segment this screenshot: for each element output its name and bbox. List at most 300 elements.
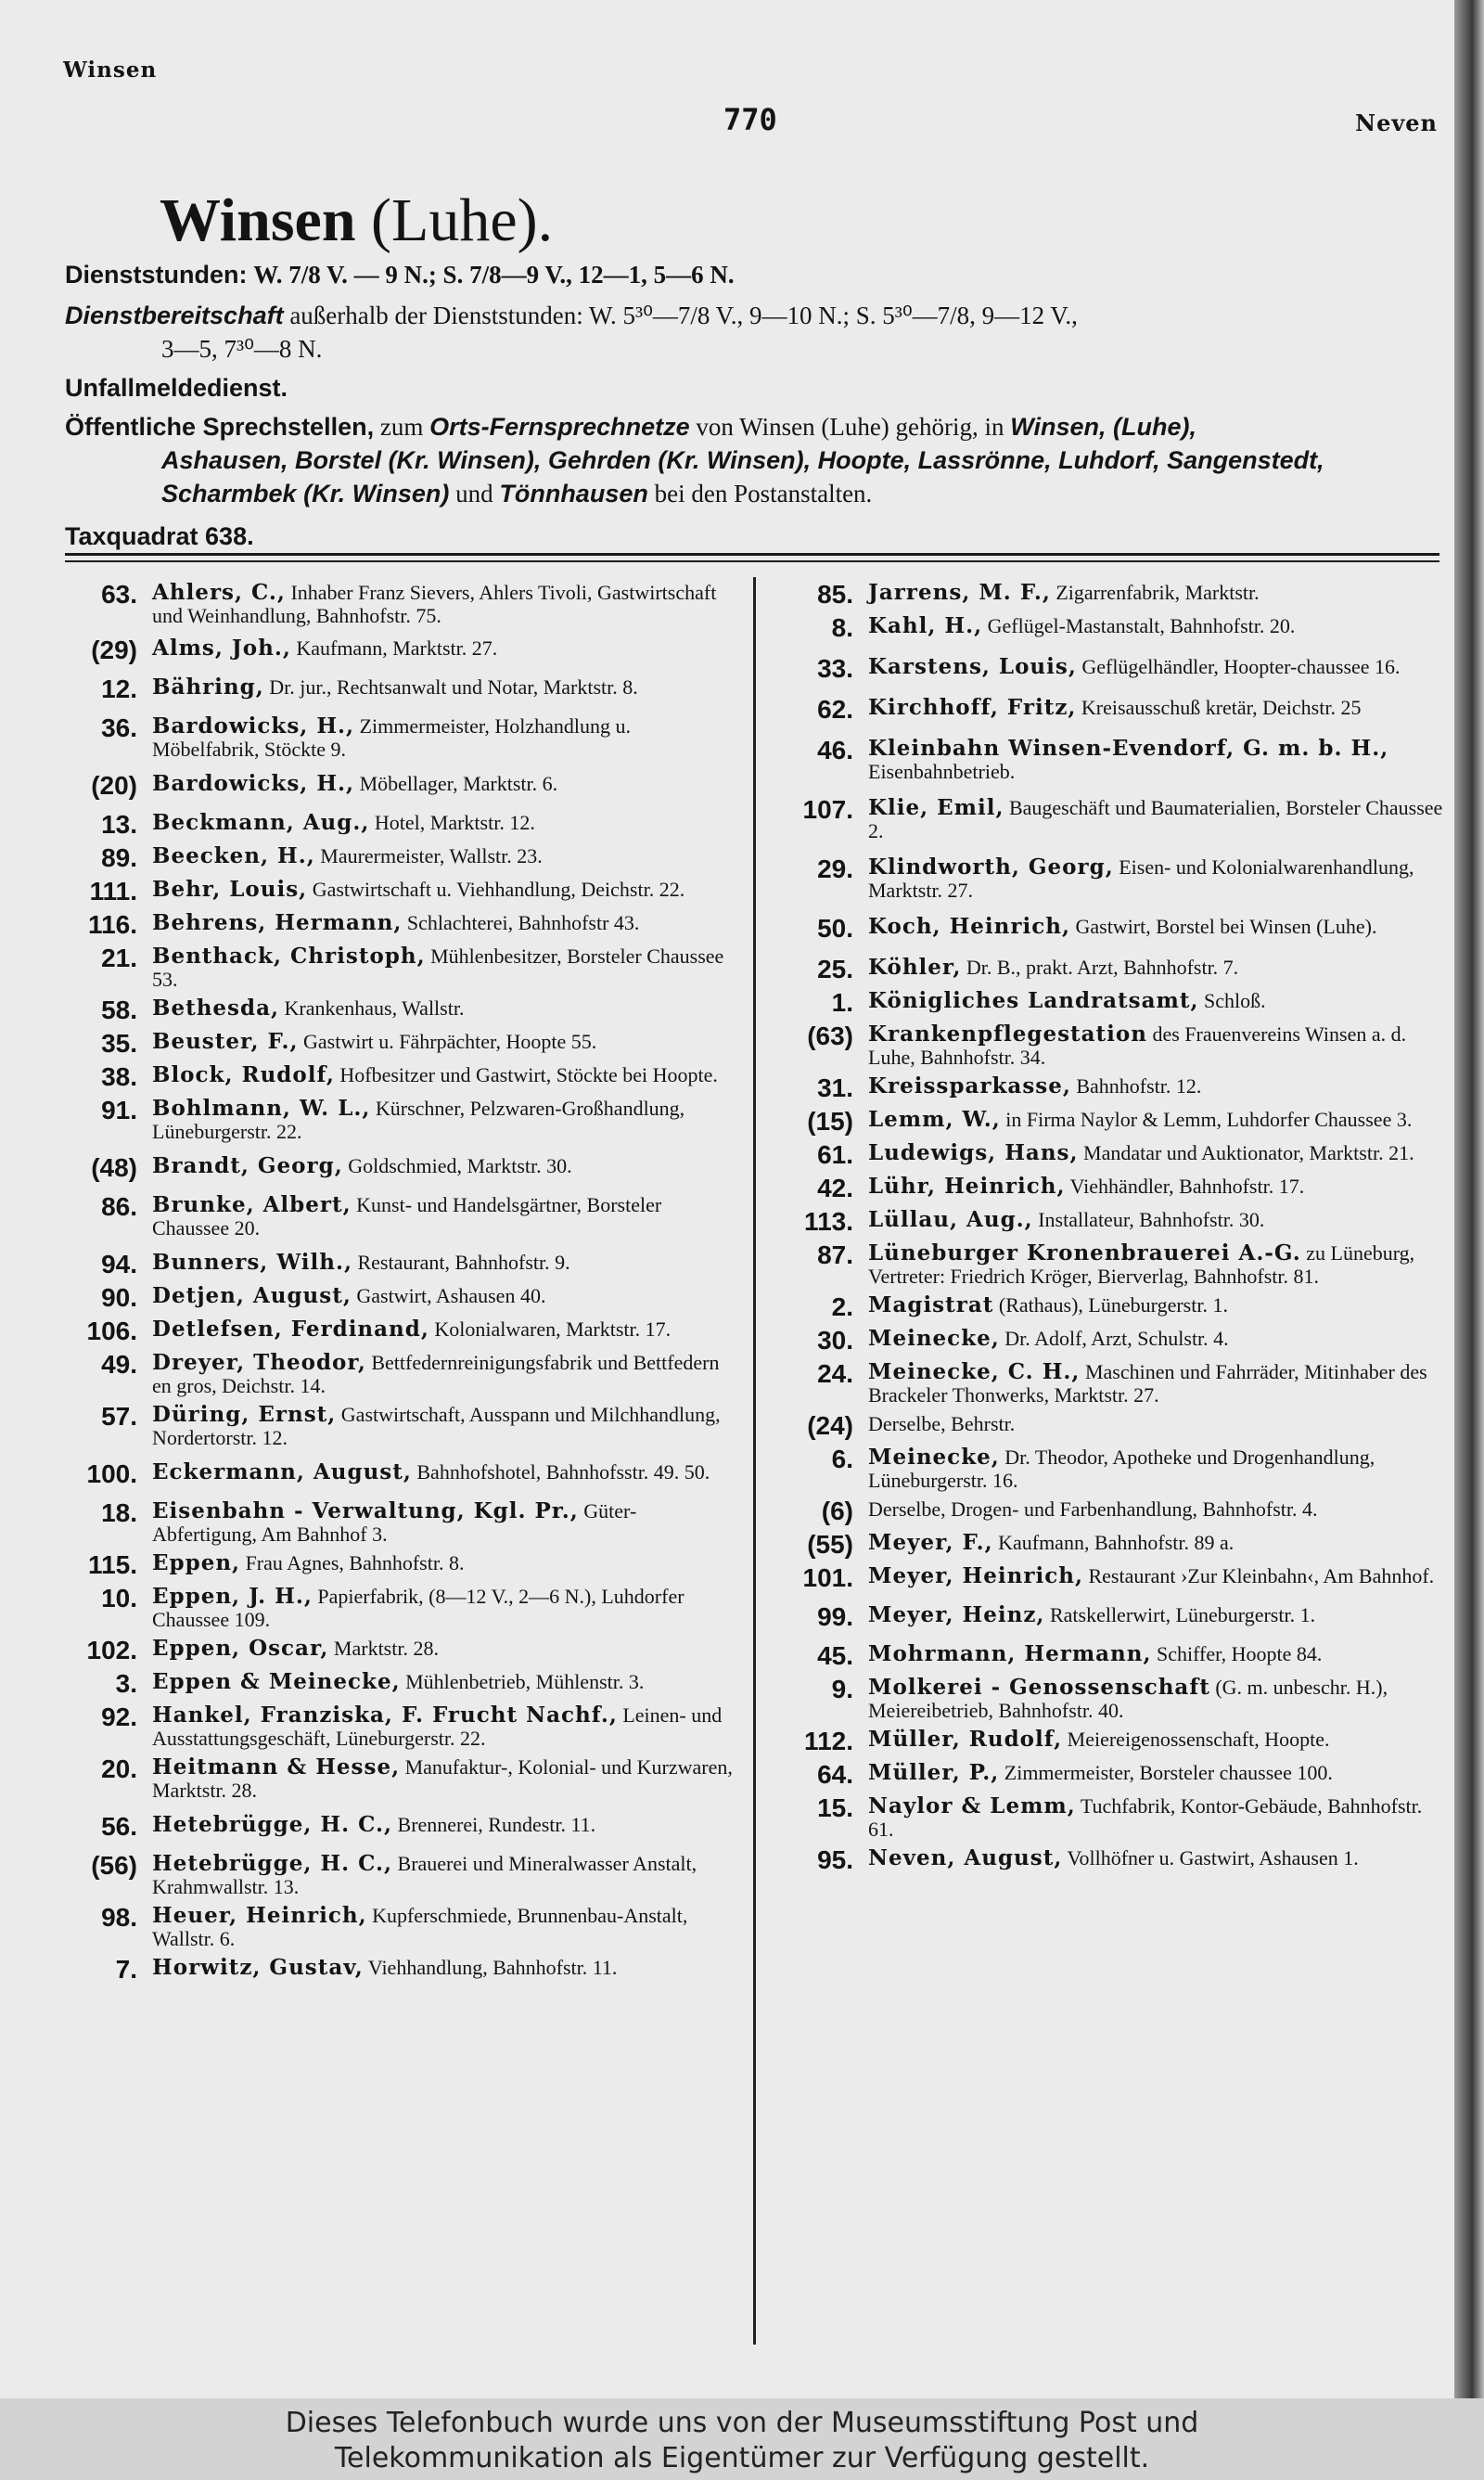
call-offices-text-2: von Winsen (Luhe) gehörig, in xyxy=(696,413,1004,441)
entry-body xyxy=(868,1412,1449,1435)
footer-notice xyxy=(0,2398,1484,2480)
entry-body xyxy=(868,1022,1449,1069)
subscriber-name: Klindworth, Georg, xyxy=(868,855,1114,880)
subscriber-name: Eppen, J. H., xyxy=(152,1584,313,1609)
subscriber-details: Goldschmied, Marktstr. 30. xyxy=(348,1154,572,1177)
phone-number: 112. xyxy=(804,1727,853,1755)
phone-number: 49. xyxy=(101,1350,137,1379)
phone-number: 2. xyxy=(831,1292,853,1321)
standby-label: Dienstbereitschaft xyxy=(65,302,284,329)
footer-line-1: Dieses Telefonbuch wurde uns von der Museumsstiftung Post und xyxy=(285,2407,1199,2439)
subscriber-details: Bettfedernreinigungsfabrik und Bettfedern en gros, Deichstr. 14. xyxy=(152,1351,720,1397)
accident-service xyxy=(65,371,1438,405)
left-column xyxy=(56,581,737,1989)
entry-body xyxy=(152,1460,737,1484)
subscriber-name: Alms, Joh., xyxy=(152,636,291,661)
phone-number: 42. xyxy=(817,1174,853,1202)
directory-entry xyxy=(772,1728,1449,1755)
directory-entry xyxy=(56,811,737,839)
phone-number: 63. xyxy=(101,580,137,609)
phone-number: 95. xyxy=(817,1845,853,1874)
directory-entry xyxy=(56,1755,737,1802)
subscriber-name: Königliches Landratsamt, xyxy=(868,988,1199,1013)
subscriber-name: Benthack, Christoph, xyxy=(152,944,426,969)
entry-body xyxy=(868,1497,1449,1521)
phone-number: 45. xyxy=(817,1641,853,1670)
entry-body xyxy=(868,737,1449,783)
subscriber-details: (Rathaus), Lüneburgerstr. 1. xyxy=(998,1293,1228,1317)
subscriber-details: Dr. Adolf, Arzt, Schulstr. 4. xyxy=(1004,1327,1229,1350)
directory-entry xyxy=(772,1642,1449,1670)
phone-number: 8. xyxy=(831,613,853,642)
subscriber-name: Meinecke, C. H., xyxy=(868,1359,1081,1384)
subscriber-name: Krankenpflegestation xyxy=(868,1022,1147,1047)
directory-entry xyxy=(772,989,1449,1017)
service-hours xyxy=(65,258,1438,291)
subscriber-name: Behrens, Hermann, xyxy=(152,910,403,935)
directory-entry xyxy=(56,1317,737,1345)
subscriber-name: Hetebrügge, H. C., xyxy=(152,1812,393,1837)
call-offices-places-3: Scharmbek (Kr. Winsen) xyxy=(161,480,450,508)
subscriber-details: Geflügel-Mastanstalt, Bahnhofstr. 20. xyxy=(987,614,1296,637)
subscriber-details: Kupferschmiede, Brunnenbau-Anstalt, Wallstr. 6. xyxy=(152,1904,688,1950)
subscriber-details: Zimmermeister, Borsteler chaussee 100. xyxy=(1004,1761,1333,1784)
phone-number: 64. xyxy=(817,1760,853,1789)
subscriber-name: Bardowicks, H., xyxy=(152,771,355,796)
phone-number: 18. xyxy=(101,1498,137,1527)
service-hours-text: W. 7/8 V. — 9 N.; S. 7/8—9 V., 12—1, 5—6 N. xyxy=(253,261,735,289)
subscriber-name: Block, Rudolf, xyxy=(152,1062,335,1087)
directory-entry xyxy=(772,1360,1449,1407)
call-offices-text-4: bei den Postanstalten. xyxy=(654,480,873,508)
subscriber-details: Maschinen und Fahrräder, Mitinhaber des Brackeler Thonwerks, Marktstr. 27. xyxy=(868,1360,1427,1407)
subscriber-name: Müller, Rudolf, xyxy=(868,1727,1063,1752)
footer-line-2: Telekommunikation als Eigentümer zur Verfügung gestellt. xyxy=(334,2442,1150,2474)
directory-entry xyxy=(56,911,737,939)
subscriber-details: Zimmermeister, Holzhandlung u. Möbelfabrik, Stöckte 9. xyxy=(152,714,631,761)
phone-number: 115. xyxy=(88,1550,137,1579)
subscriber-name: Mohrmann, Hermann, xyxy=(868,1641,1152,1666)
phone-number: 85. xyxy=(817,580,853,609)
subscriber-name: Ludewigs, Hans, xyxy=(868,1140,1079,1165)
subscriber-details: Mandatar und Auktionator, Marktstr. 21. xyxy=(1083,1141,1414,1164)
subscriber-details: Bahnhofshotel, Bahnhofsstr. 49. 50. xyxy=(416,1460,710,1484)
directory-entry xyxy=(772,1208,1449,1236)
town-suffix: (Luhe). xyxy=(371,186,554,254)
entry-body xyxy=(152,1852,737,1898)
phone-number: 91. xyxy=(101,1096,137,1124)
entry-body xyxy=(152,1030,737,1053)
phone-number: 101. xyxy=(802,1563,853,1592)
entry-body xyxy=(868,1175,1449,1198)
directory-entry xyxy=(56,772,737,800)
subscriber-details: Kreisausschuß kretär, Deichstr. 25 xyxy=(1081,696,1362,719)
subscriber-details: Vollhöfner u. Gastwirt, Ashausen 1. xyxy=(1067,1846,1359,1870)
subscriber-name: Meinecke, xyxy=(868,1445,1000,1470)
subscriber-name: Bunners, Wilh., xyxy=(152,1250,352,1275)
directory-entry xyxy=(772,1293,1449,1321)
directory-entry xyxy=(56,1703,737,1750)
running-header-right: Neven xyxy=(1355,109,1438,136)
subscriber-details: Papierfabrik, (8—12 V., 2—6 N.), Luhdorfer Chaussee 109. xyxy=(152,1585,684,1631)
call-offices-text-3: und xyxy=(455,480,493,508)
entry-body xyxy=(152,772,737,795)
subscriber-name: Naylor & Lemm, xyxy=(868,1793,1076,1818)
entry-body xyxy=(152,714,737,761)
phone-number: 33. xyxy=(817,654,853,683)
directory-entry xyxy=(772,1603,1449,1631)
subscriber-name: Neven, August, xyxy=(868,1845,1063,1870)
entry-body xyxy=(868,1564,1449,1587)
subscriber-details: Gastwirtschaft u. Viehhandlung, Deichstr. 22. xyxy=(312,878,685,901)
directory-entry xyxy=(56,1499,737,1546)
entry-body xyxy=(868,1108,1449,1131)
subscriber-details: Dr. Theodor, Apotheke und Drogenhandlung, Lüneburgerstr. 16. xyxy=(868,1446,1375,1492)
phone-number: (20) xyxy=(91,771,137,800)
phone-number: (56) xyxy=(91,1851,137,1880)
entry-body xyxy=(152,878,737,901)
subscriber-name: Bähring, xyxy=(152,675,264,700)
directory-entry xyxy=(56,1351,737,1397)
directory-entry xyxy=(56,1030,737,1058)
subscriber-name: Karstens, Louis, xyxy=(868,654,1077,679)
directory-entry xyxy=(772,1794,1449,1841)
standby-text-1: außerhalb der Dienststunden: W. 5³⁰—7/8 V., 9—10 N.; S. 5³⁰—7/8, 9—12 V., xyxy=(289,302,1078,329)
subscriber-details: Gastwirt, Borstel bei Winsen (Luhe). xyxy=(1075,915,1377,938)
directory-entry xyxy=(56,675,737,703)
directory-entry xyxy=(772,796,1449,842)
directory-entry xyxy=(772,1175,1449,1202)
entry-body xyxy=(152,1813,737,1836)
directory-entry xyxy=(772,1074,1449,1102)
directory-entry xyxy=(56,844,737,872)
entry-body xyxy=(152,1284,737,1307)
entry-body xyxy=(152,1637,737,1660)
directory-entry xyxy=(772,1531,1449,1559)
call-offices-places-2: Ashausen, Borstel (Kr. Winsen), Gehrden (Kr. Winsen), Hoopte, Lassrönne, Luhdorf, Sangenstedt, xyxy=(161,446,1324,474)
subscriber-name: Detjen, August, xyxy=(152,1283,352,1308)
subscriber-name: Magistrat xyxy=(868,1292,994,1317)
directory-entry xyxy=(56,1551,737,1579)
call-offices-label: Öffentliche Sprechstellen, xyxy=(65,413,375,441)
phone-number: (48) xyxy=(91,1153,137,1182)
entry-body xyxy=(152,1904,737,1950)
phone-number: 92. xyxy=(101,1703,137,1731)
subscriber-details: in Firma Naylor & Lemm, Luhdorfer Chaussee 3. xyxy=(1005,1108,1413,1131)
subscriber-details: Kunst- und Handelsgärtner, Borsteler Chaussee 20. xyxy=(152,1193,662,1240)
phone-number: 86. xyxy=(101,1192,137,1221)
subscriber-name: Müller, P., xyxy=(868,1760,1000,1785)
subscriber-name: Eppen & Meinecke, xyxy=(152,1669,401,1694)
subscriber-name: Molkerei - Genossenschaft xyxy=(868,1675,1210,1700)
directory-entry xyxy=(56,1193,737,1240)
subscriber-details: Geflügelhändler, Hoopter-chaussee 16. xyxy=(1081,655,1401,678)
phone-number: 6. xyxy=(831,1445,853,1473)
town-title xyxy=(160,186,553,256)
directory-entry xyxy=(56,1585,737,1631)
entry-body xyxy=(868,1360,1449,1407)
directory-entry xyxy=(56,714,737,761)
entry-body xyxy=(868,1141,1449,1164)
subscriber-name: Brunke, Albert, xyxy=(152,1192,352,1217)
subscriber-name: Bardowicks, H., xyxy=(152,713,355,739)
entry-body xyxy=(868,1241,1449,1288)
tax-square xyxy=(65,520,1438,553)
call-offices-places-1: Winsen, (Luhe), xyxy=(1010,413,1197,441)
phone-number: 9. xyxy=(831,1675,853,1703)
phone-number: 61. xyxy=(817,1140,853,1169)
entry-body xyxy=(152,1703,737,1750)
directory-entry xyxy=(56,1251,737,1279)
directory-entry xyxy=(56,1637,737,1664)
directory-entry xyxy=(772,696,1449,724)
directory-entry xyxy=(56,1097,737,1143)
subscriber-name: Meinecke, xyxy=(868,1326,1000,1351)
subscriber-details: Restaurant, Bahnhofstr. 9. xyxy=(357,1251,570,1274)
subscriber-name: Detlefsen, Ferdinand, xyxy=(152,1317,429,1342)
subscriber-details: zu Lüneburg, Vertreter: Friedrich Kröger, Bierverlag, Bahnhofstr. 81. xyxy=(868,1241,1415,1288)
subscriber-details: Schlachterei, Bahnhofstr 43. xyxy=(406,911,640,934)
subscriber-name: Meyer, Heinrich, xyxy=(868,1563,1083,1588)
phone-number: 30. xyxy=(817,1326,853,1355)
subscriber-name: Beecken, H., xyxy=(152,843,315,868)
entry-body xyxy=(152,1585,737,1631)
subscriber-details: Hofbesitzer und Gastwirt, Stöckte bei Hoopte. xyxy=(339,1063,718,1086)
subscriber-details: Eisenbahnbetrieb. xyxy=(868,760,1016,783)
subscriber-name: Köhler, xyxy=(868,955,962,980)
entry-body xyxy=(868,989,1449,1012)
entry-body xyxy=(868,581,1449,604)
subscriber-details: Gastwirtschaft, Ausspann und Milchhandlung, Nordertorstr. 12. xyxy=(152,1403,721,1449)
phone-number: 3. xyxy=(115,1669,137,1698)
subscriber-details: Frau Agnes, Bahnhofstr. 8. xyxy=(245,1551,465,1574)
directory-entry xyxy=(772,1241,1449,1288)
header-rule xyxy=(65,553,1439,556)
subscriber-details: Dr. B., prakt. Arzt, Bahnhofstr. 7. xyxy=(966,956,1239,979)
entry-body xyxy=(868,655,1449,678)
service-hours-label: Dienststunden: xyxy=(65,261,248,289)
subscriber-details: Kürschner, Pelzwaren-Großhandlung, Lüneburgerstr. 22. xyxy=(152,1097,685,1143)
page-edge xyxy=(1454,0,1484,2398)
public-call-offices xyxy=(65,410,1438,510)
phone-number: 1. xyxy=(831,988,853,1017)
directory-entry xyxy=(56,1460,737,1488)
subscriber-name: Bethesda, xyxy=(152,996,279,1021)
subscriber-details: Viehhändler, Bahnhofstr. 17. xyxy=(1069,1175,1305,1198)
call-offices-places-4: Tönnhausen xyxy=(499,480,648,508)
subscriber-name: Meyer, Heinz, xyxy=(868,1602,1045,1627)
directory-entry xyxy=(772,855,1449,902)
subscriber-details: Zigarrenfabrik, Marktstr. xyxy=(1055,581,1260,604)
subscriber-details: Gastwirt u. Fährpächter, Hoopte 55. xyxy=(303,1030,597,1053)
phone-number: 111. xyxy=(89,877,137,906)
directory-entry xyxy=(56,944,737,991)
phone-number: (24) xyxy=(807,1411,853,1440)
subscriber-details: Marktstr. 28. xyxy=(333,1637,439,1660)
subscriber-name: Lemm, W., xyxy=(868,1107,1001,1132)
subscriber-details: (G. m. unbeschr. H.), Meiereibetrieb, Bahnhofstr. 40. xyxy=(868,1676,1388,1722)
standby-text-2: 3—5, 7³⁰—8 N. xyxy=(161,335,323,363)
entry-body xyxy=(868,1603,1449,1626)
directory-entry xyxy=(772,1676,1449,1722)
phone-number: 106. xyxy=(86,1317,137,1345)
subscriber-name: Kreissparkasse, xyxy=(868,1073,1071,1099)
column-divider xyxy=(753,577,756,2345)
phone-number: 89. xyxy=(101,843,137,872)
subscriber-details: Kaufmann, Marktstr. 27. xyxy=(296,636,498,660)
subscriber-name: Lüneburger Kronenbrauerei A.-G. xyxy=(868,1240,1301,1266)
directory-entry xyxy=(772,956,1449,983)
phone-number: 57. xyxy=(101,1402,137,1431)
subscriber-details: Schloß. xyxy=(1204,989,1266,1012)
phone-number: 35. xyxy=(101,1029,137,1058)
entry-body xyxy=(868,956,1449,979)
subscriber-name: Kahl, H., xyxy=(868,613,983,638)
directory-entry xyxy=(772,1327,1449,1355)
directory-entry xyxy=(772,1761,1449,1789)
entry-body xyxy=(152,1351,737,1397)
subscriber-details: Brauerei und Mineralwasser Anstalt, Krahmwallstr. 13. xyxy=(152,1852,697,1898)
phone-number: 102. xyxy=(86,1636,137,1664)
entry-body xyxy=(868,1728,1449,1751)
subscriber-details: Baugeschäft und Baumaterialien, Borsteler Chaussee 2. xyxy=(868,796,1443,842)
subscriber-details: Möbellager, Marktstr. 6. xyxy=(359,772,558,795)
subscriber-name: Klie, Emil, xyxy=(868,795,1004,820)
subscriber-details: Installateur, Bahnhofstr. 30. xyxy=(1038,1208,1265,1231)
directory-entry xyxy=(56,1063,737,1091)
entry-body xyxy=(868,696,1449,719)
entry-body xyxy=(152,996,737,1020)
entry-body xyxy=(868,1761,1449,1784)
subscriber-name: Behr, Louis, xyxy=(152,877,308,902)
phone-number: (15) xyxy=(807,1107,853,1136)
directory-entry xyxy=(56,1852,737,1898)
right-column xyxy=(772,581,1449,1880)
subscriber-details: des Frauenvereins Winsen a. d. Luhe, Bahnhofstr. 34. xyxy=(868,1022,1407,1069)
directory-entry xyxy=(772,1446,1449,1492)
entry-body xyxy=(868,1676,1449,1722)
directory-entry xyxy=(772,655,1449,683)
subscriber-details: Ratskellerwirt, Lüneburgerstr. 1. xyxy=(1049,1603,1316,1626)
entry-body xyxy=(868,614,1449,637)
directory-entry xyxy=(56,581,737,627)
subscriber-name: Eppen, xyxy=(152,1550,241,1575)
directory-entry xyxy=(56,1284,737,1312)
subscriber-name: Horwitz, Gustav, xyxy=(152,1955,364,1980)
directory-entry xyxy=(772,915,1449,943)
directory-entry xyxy=(772,1412,1449,1440)
standby-hours xyxy=(65,299,1438,366)
directory-entry xyxy=(56,1403,737,1449)
subscriber-name: Brandt, Georg, xyxy=(152,1153,343,1178)
subscriber-details: Leinen- und Ausstattungsgeschäft, Lüneburgerstr. 22. xyxy=(152,1703,723,1750)
phone-number: 24. xyxy=(817,1359,853,1388)
subscriber-name: Hankel, Franziska, F. Frucht Nachf., xyxy=(152,1703,618,1728)
directory-entry xyxy=(772,614,1449,642)
subscriber-name: Lühr, Heinrich, xyxy=(868,1174,1066,1199)
entry-body xyxy=(152,1154,737,1177)
phone-number: 36. xyxy=(101,713,137,742)
subscriber-details: Manufaktur-, Kolonial- und Kurzwaren, Marktstr. 28. xyxy=(152,1755,733,1802)
subscriber-name: Jarrens, M. F., xyxy=(868,580,1051,605)
subscriber-details: Dr. jur., Rechtsanwalt und Notar, Marktstr. 8. xyxy=(269,675,638,699)
subscriber-name: Hetebrügge, H. C., xyxy=(152,1851,393,1876)
directory-entry xyxy=(56,1956,737,1984)
subscriber-details: Inhaber Franz Sievers, Ahlers Tivoli, Gastwirtschaft und Weinhandlung, Bahnhofstr. 75. xyxy=(152,581,717,627)
entry-body xyxy=(152,636,737,660)
subscriber-details: Hotel, Marktstr. 12. xyxy=(374,811,535,834)
subscriber-details: Mühlenbetrieb, Mühlenstr. 3. xyxy=(405,1670,645,1693)
phone-number: 116. xyxy=(88,910,137,939)
entry-body xyxy=(868,1846,1449,1870)
directory-entry xyxy=(772,1846,1449,1874)
entry-body xyxy=(152,1193,737,1240)
subscriber-details: Maurermeister, Wallstr. 23. xyxy=(320,844,543,867)
directory-entry xyxy=(772,737,1449,783)
directory-entry xyxy=(56,1904,737,1950)
entry-body xyxy=(152,1755,737,1802)
entry-body xyxy=(868,1293,1449,1317)
subscriber-details: Kaufmann, Bahnhofstr. 89 a. xyxy=(998,1531,1235,1554)
entry-body xyxy=(152,1499,737,1546)
entry-body xyxy=(152,1317,737,1341)
phone-number: (29) xyxy=(91,636,137,664)
subscriber-name: Heuer, Heinrich, xyxy=(152,1903,367,1928)
header-rule-thin xyxy=(65,560,1439,562)
entry-body xyxy=(152,1403,737,1449)
phone-number: 12. xyxy=(101,675,137,703)
phone-number: 90. xyxy=(101,1283,137,1312)
phone-number: (55) xyxy=(807,1530,853,1559)
entry-body xyxy=(868,1794,1449,1841)
entry-body xyxy=(152,911,737,934)
subscriber-details: Eisen- und Kolonialwarenhandlung, Marktstr. 27. xyxy=(868,855,1414,902)
subscriber-details: Güter-Abfertigung, Am Bahnhof 3. xyxy=(152,1499,637,1546)
directory-entry xyxy=(56,636,737,664)
subscriber-name: Beckmann, Aug., xyxy=(152,810,370,835)
phone-number: 56. xyxy=(101,1812,137,1841)
call-offices-network: Orts-Fernsprechnetze xyxy=(429,413,690,441)
entry-body xyxy=(152,581,737,627)
subscriber-details: Brennerei, Rundestr. 11. xyxy=(397,1813,596,1836)
subscriber-name: Eckermann, August, xyxy=(152,1459,412,1484)
subscriber-name: Koch, Heinrich, xyxy=(868,914,1070,939)
phone-number: 98. xyxy=(101,1903,137,1932)
entry-body xyxy=(152,811,737,834)
phone-number: 15. xyxy=(817,1793,853,1822)
directory-entry xyxy=(56,1670,737,1698)
phone-number: 62. xyxy=(817,695,853,724)
subscriber-name: Bohlmann, W. L., xyxy=(152,1096,371,1121)
entry-body xyxy=(152,1670,737,1693)
directory-entry xyxy=(56,996,737,1024)
directory-entry xyxy=(772,1108,1449,1136)
subscriber-name: Beuster, F., xyxy=(152,1029,299,1054)
directory-entry xyxy=(772,1564,1449,1592)
directory-entry xyxy=(772,1022,1449,1069)
accident-service-label: Unfallmeldedienst. xyxy=(65,374,288,402)
subscriber-details: Gastwirt, Ashausen 40. xyxy=(356,1284,546,1307)
town-name: Winsen xyxy=(160,186,356,254)
directory-entry xyxy=(56,1813,737,1841)
entry-body xyxy=(868,796,1449,842)
entry-body xyxy=(152,1551,737,1574)
subscriber-name: Meyer, F., xyxy=(868,1530,993,1555)
tax-square-label: Taxquadrat 638. xyxy=(65,522,254,550)
directory-entry xyxy=(772,581,1449,609)
entry-body xyxy=(868,1074,1449,1098)
subscriber-details: Restaurant ›Zur Kleinbahn‹, Am Bahnhof. xyxy=(1088,1564,1435,1587)
